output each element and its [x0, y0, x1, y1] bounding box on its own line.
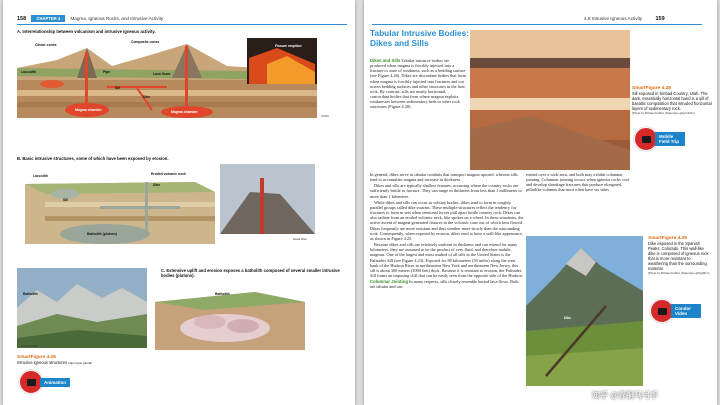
smartfigure-428-credit: (Photo by Michael Collier) (https://goo.gl/gxmD3m) [632, 111, 695, 115]
fig-b-label-3: Eroded volcanic neck [151, 172, 186, 176]
columnar-jointing-runin: Columnar Jointing [370, 279, 408, 285]
fig-a-label-0: Cinder cones [35, 43, 57, 47]
left-page-number: 158 [17, 16, 27, 22]
dike-photo-label: Dike [564, 316, 572, 320]
animation-badge[interactable] [19, 371, 70, 393]
right-running-title: 4.8 Intrusive Igneous Activity [584, 16, 643, 21]
fig-c-caption: C. Extensive uplift and erosion exposes a batholith composed of several smaller intrusive bodies (plutons). [161, 268, 340, 279]
condor-video-label: Condor Video [671, 304, 701, 318]
smartfigure-428-text: Sill exposed in Sinbad Country, Utah. The dark, essentially horizontal band is a sill of basaltic composition that intruded horizontal layers of sedimentary rock. [632, 91, 712, 111]
smartfigure-label: SmartFigure 4.26 [17, 355, 56, 360]
animation-badge-label: Animation [40, 378, 70, 387]
fig-b-label-1: Sill [63, 198, 69, 202]
fig-a-label-1: Composite cones [131, 40, 160, 44]
column-1-intro: Dikes and Sills Tabular intrusive bodies are produced when magma is forcibly injected into a fracture or zone of weakness, such as a bedding surface (see Figure 4.26). Dikes are discordant bodies that form when magma is forcibly injected into fractures and cut across bedding surfaces and other structures in the host rock. By contrast, sills are nearly horizontal, concordant bodies that form where magma exploits weaknesses between sedimentary beds or other rock structures (Figure 4.28). [370, 58, 466, 110]
fig-a-label-6: Sill [115, 86, 121, 90]
fig-a-credit: USGS [321, 114, 329, 118]
watermark: 知乎 @青铜马弓手 [592, 391, 659, 400]
fig-b-label-4: Batholith (plutons) [87, 232, 118, 236]
fig-b-label-2: Dike [153, 183, 161, 187]
fig-a-label-8: Magma chamber [171, 110, 198, 114]
dike-photo-spanish-peaks [526, 236, 643, 386]
fig-c-label-0: Batholith [23, 292, 38, 296]
fig-a-label-4: Lava flows [153, 72, 171, 76]
right-running-head [584, 16, 665, 22]
smartfigure-428-label: SmartFigure 4.28 [632, 86, 671, 91]
condor-video-badge[interactable] [650, 300, 701, 322]
left-running-head [17, 16, 163, 22]
fig-b-label-0: Laccolith [33, 174, 48, 178]
fig-a-inset-label: Fissure eruption [275, 44, 302, 48]
smartfigure-caption [17, 355, 177, 366]
sill-photo-utah [470, 30, 630, 170]
left-running-title: Magma, Igneous Rocks, and Intrusive Activity [70, 16, 164, 21]
section-title: Tabular Intrusive Bodies: Dikes and Sills [370, 28, 469, 48]
right-page-number: 159 [655, 16, 665, 22]
mobile-field-trip-label: Mobile Field Trip [655, 132, 685, 146]
left-page [3, 0, 355, 405]
fig-b-structures-diagram [25, 164, 315, 244]
smartfigure-text: Intrusive igneous structures https://goo.gl/m4b [17, 360, 93, 365]
fig-c-photo-credit: Kevin Schafer [21, 344, 39, 348]
mobile-field-trip-badge[interactable] [634, 128, 685, 150]
fig-c-label-1: Batholith [215, 292, 230, 296]
chapter-label: CHAPTER 4 [31, 15, 65, 22]
smartfigure-425-caption [648, 236, 710, 275]
fig-a-label-2: Laccolith [21, 70, 36, 74]
dikes-sills-runin: Dikes and Sills [370, 58, 401, 63]
column-2-body: extend over a wide area, and both may exhibit columnar jointing. Columnar jointing occurs when igneous rocks cool and develop shrinkage fractures that produce elongated, pillarlike columns that most often have six sides [526, 172, 630, 193]
header-rule [17, 24, 347, 25]
right-page [364, 0, 717, 405]
fig-c-batholith-photo [17, 268, 147, 348]
smartfigure-425-label: SmartFigure 4.25 [648, 236, 687, 241]
fig-a-label-3: Pipe [103, 70, 111, 74]
fig-a-label-7: Magma chamber [75, 108, 102, 112]
column-1-body: In general, dikes serve as tabular conduits that transport magma upward, whereas sills tend to accumulate magma and increase in thickness. Dikes and sills are typically shallow features, occurring where the country rocks are sufficiently brittle to fracture. They can range in thickness from less than 1 millimeter to more than 1 kilometer. While dikes and sills can occur as solitary bodies, dikes tend to form in roughly parallel groups called dike swarms. These multiple structures reflect the tendency for fractures to form in sets when tensional forces pull apart brittle country rock. Dikes can also radiate from an eroded volcanic neck, like spokes on a wheel. In these situations, the active ascent of magma generated fissures in the volcanic cone out of which lava flowed. Dikes frequently are more resistant and thus weather more slowly than the surrounding rock. Consequently, when exposed by erosion, dikes tend to have a wall-like appearance, as shown in Figure 4.25. Because dikes and sills are relatively uniform in thickness and can extend for many kilometers, they are assumed to be the product of very fluid, and therefore mobile, magmas. One of the largest and most studied of all sills in the United States is the Palisades Sill (see Figure 4.23). Exposed for 80 kilometers (50 miles) along the west bank of the Hudson River in northeastern New York and northeastern New Jersey, this sill is about 300 meters (1000 feet) thick. Because it is resistant to erosion, the Palisades Sill forms an imposing cliff that can be easily seen from the opposite side of the Hudson. Columnar Jointing In many respects, sills closely resemble buried lava flows. Both are tabular and can [370, 172, 524, 290]
fig-c-batholith-diagram [155, 282, 305, 350]
smartfigure-url: https://goo.gl/m4b [68, 361, 93, 365]
fig-a-volcanic-diagram [17, 38, 317, 118]
smartfigure-425-credit: (Photo by Michael Collier) (https://goo.gl/Quj9Fm) [648, 271, 710, 275]
right-header-rule [372, 24, 702, 25]
fig-a-label-5: Dike [143, 95, 151, 99]
fig-b-caption: B. Basic intrusive structures, some of which have been exposed by erosion. [17, 156, 169, 161]
smartfigure-425-text: Dike exposed in the Spanish Peaks, Colorado. This wall-like dike is composed of igneous rock that is more resistant to weathering than the surrounding material. [648, 241, 709, 271]
smartfigure-428-caption [632, 86, 712, 115]
fig-b-credit: David Allen [293, 237, 307, 241]
fig-a-caption: A. Interrelationship between volcanism and intrusive igneous activity. [17, 29, 156, 34]
